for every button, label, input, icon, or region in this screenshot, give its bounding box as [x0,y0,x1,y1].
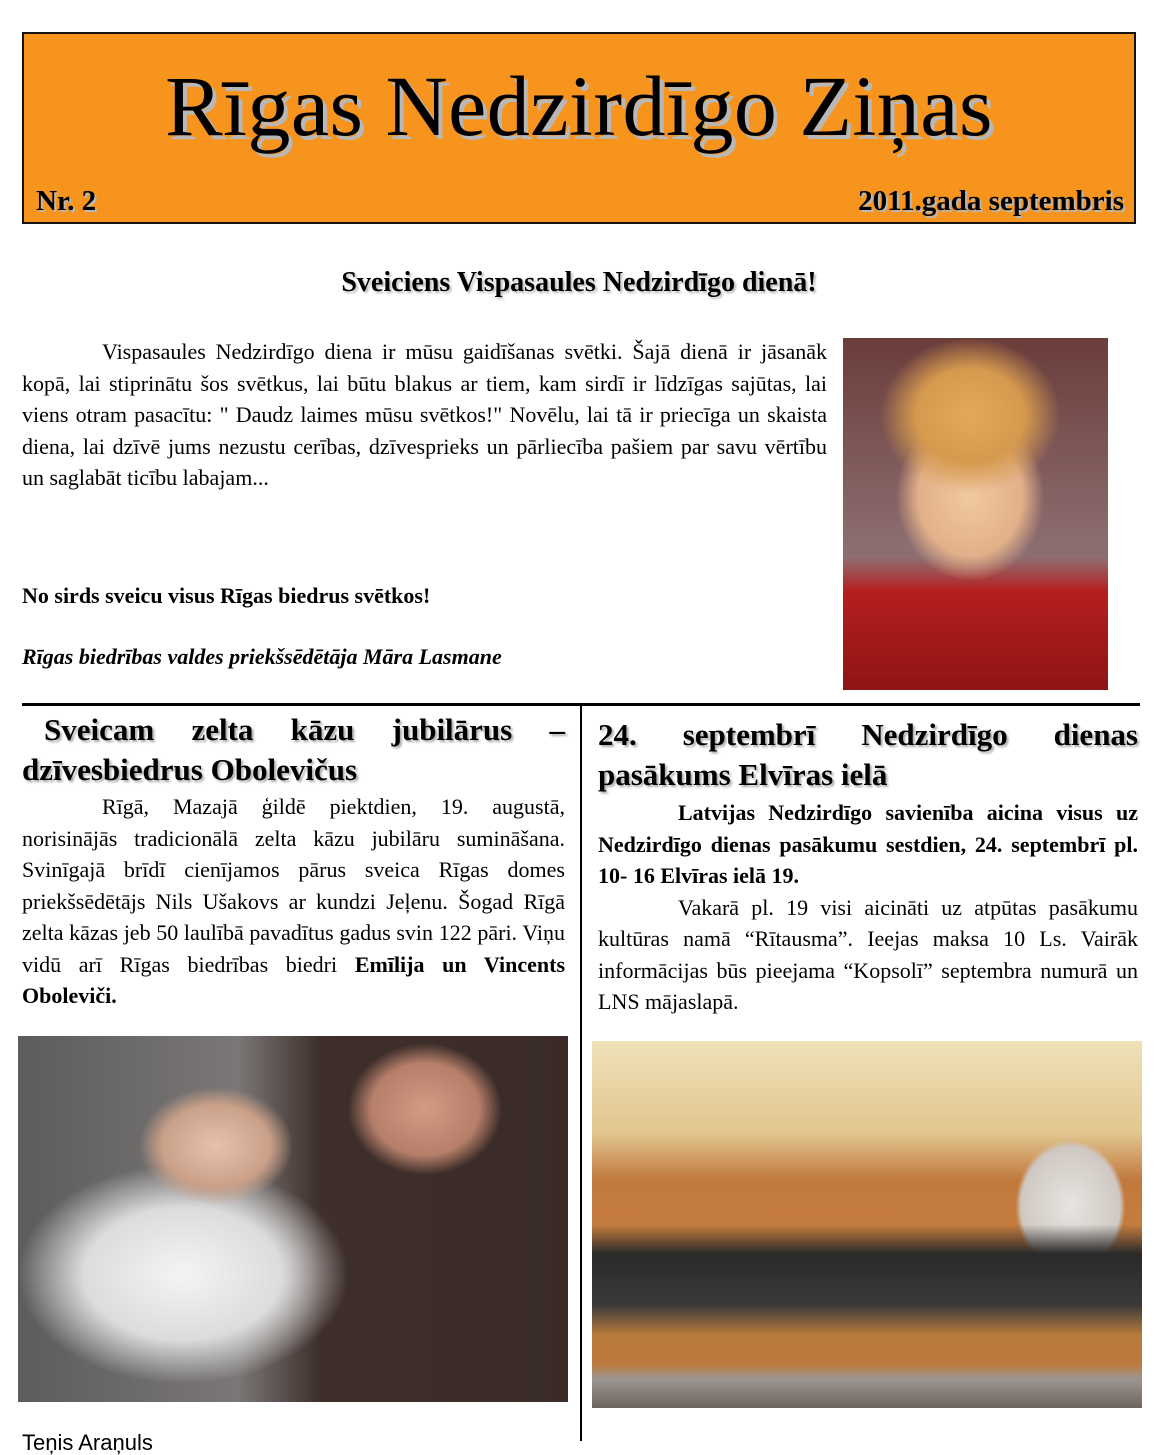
stage-event-photo [592,1041,1142,1408]
article-left-names: Emīlija un Vincents Oboleviči. [22,951,566,1008]
newspaper-title: Rīgas Nedzirdīgo Ziņas [165,58,993,154]
greeting-body [22,336,827,494]
greeting-body-text: Vispasaules Nedzirdīgo diena ir mūsu gaidīšanas svētki. Šajā dienā ir jāsanāk kopā, lai stiprinātu šos svētkus, lai būtu blakus ar tiem, kam sirdī ir līdzīgas sajūtas, lai viens otram pasacītu: " Daudz laimes mūsu svētkos!" Novēlu, lai tā ir priecīga un skaista diena, lai dzīvē jums nezustu cerības, dzīvesprieks un pārliecība pašiem par savu vērtību un saglabāt ticību labajam... [22,339,827,490]
article-left-body [22,791,565,1012]
article-right-body [598,797,1138,1018]
article-left-heading-text: Sveicam zelta kāzu jubilārus – dzīvesbiedrus Obolevičus [22,712,565,787]
article-left-heading [22,710,565,790]
column-divider [580,705,582,1441]
masthead [22,32,1136,224]
issue-date: 2011.gada septembris [858,185,1124,217]
issue-number: Nr. 2 [36,185,97,217]
article-right-heading: 24. septembrī Nedzirdīgo dienas pasākums Elvīras ielā [598,717,1138,792]
greeting-bold-line: No sirds sveicu visus Rīgas biedrus svētkos! [22,583,431,608]
article-right-body-text: Vakarā pl. 19 visi aicināti uz atpūtas pasākumu kultūras namā “Rītausma”. Ieejas maksa 10 Ls. Vairāk informācijas būs pieejama “Kopsolī” septembra numurā un LNS mājaslapā. [598,894,1138,1014]
portrait-photo [843,338,1108,690]
greeting-heading: Sveiciens Vispasaules Nedzirdīgo dienā! [341,267,817,298]
greeting-signature: Rīgas biedrības valdes priekšsēdētāja Māra Lasmane [22,644,502,669]
article-right-lead: Latvijas Nedzirdīgo savienība aicina visus uz Nedzirdīgo dienas pasākumu sestdien, 24. septembrī pl. 10- 16 Elvīras ielā 19. [598,800,1138,888]
article-left-body-text: Rīgā, Mazajā ģildē piektdien, 19. augustā, norisinājās tradicionālā zelta kāzu jubilāru sumināšana. Svinīgajā brīdī cienījamos pārus sveica Rīgas domes priekšsēdētājs Nils Ušakovs ar kundzi Jeļenu. Šogad Rīgā zelta kāzas jeb 50 laulībā pavadītus gadus svin 122 pāri. Viņu vidū arī Rīgas biedrības biedri [22,794,565,977]
couple-photo [18,1036,568,1402]
cutoff-caption: Teņis Araņuls [22,1430,153,1455]
